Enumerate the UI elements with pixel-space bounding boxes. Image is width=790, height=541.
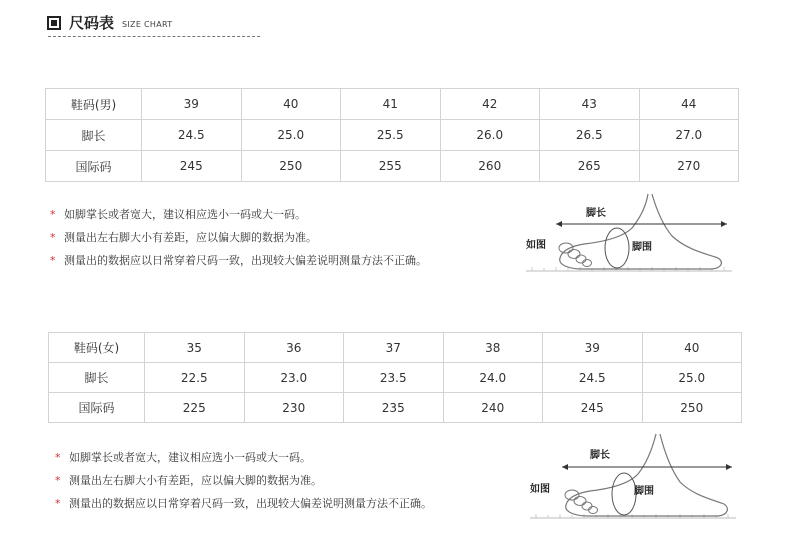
row-label: 鞋码(女) [49, 333, 145, 363]
table-cell: 265 [540, 151, 640, 182]
men-notes [50, 203, 427, 272]
row-label: 鞋码(男) [46, 89, 142, 120]
table-cell: 255 [341, 151, 441, 182]
table-cell: 37 [344, 333, 444, 363]
table-cell: 25.0 [642, 363, 742, 393]
table-cell: 39 [543, 333, 643, 363]
note-text: 如脚掌长或者宽大，建议相应选小一码或大一码。 [69, 451, 311, 464]
table-cell: 25.5 [341, 120, 441, 151]
table-cell: 260 [440, 151, 540, 182]
list-item [55, 469, 432, 492]
table-row [49, 333, 742, 363]
foot-length-label: 脚长 [586, 208, 606, 219]
square-icon [47, 16, 61, 30]
table-cell: 23.5 [344, 363, 444, 393]
foot-measure-diagram [526, 430, 746, 528]
list-item [50, 203, 427, 226]
table-cell: 43 [540, 89, 640, 120]
foot-measure-diagram [522, 188, 742, 280]
women-notes [55, 446, 432, 515]
asterisk-icon: * [55, 451, 61, 464]
asterisk-icon: * [50, 208, 56, 221]
header-divider [48, 36, 260, 37]
table-cell: 25.0 [241, 120, 341, 151]
note-text: 如脚掌长或者宽大，建议相应选小一码或大一码。 [64, 208, 306, 221]
table-row [46, 120, 739, 151]
table-cell: 40 [241, 89, 341, 120]
table-cell: 26.0 [440, 120, 540, 151]
example-label: 如图 [526, 240, 546, 251]
asterisk-icon: * [50, 254, 56, 267]
foot-illustration [526, 430, 746, 528]
table-row [46, 89, 739, 120]
table-cell: 225 [145, 393, 245, 423]
women-size-table [48, 332, 742, 423]
table-cell: 270 [639, 151, 739, 182]
table-cell: 40 [642, 333, 742, 363]
foot-length-label: 脚长 [590, 450, 610, 461]
table-cell: 44 [639, 89, 739, 120]
row-label: 脚长 [49, 363, 145, 393]
list-item [50, 249, 427, 272]
table-cell: 250 [241, 151, 341, 182]
table-cell: 245 [142, 151, 242, 182]
table-row [49, 393, 742, 423]
table-cell: 24.5 [142, 120, 242, 151]
note-text: 测量出左右脚大小有差距，应以偏大脚的数据为准。 [64, 231, 317, 244]
note-text: 测量出的数据应以日常穿着尺码一致，出现较大偏差说明测量方法不正确。 [64, 254, 427, 267]
table-cell: 22.5 [145, 363, 245, 393]
table-row [49, 363, 742, 393]
foot-illustration [522, 188, 742, 280]
note-text: 测量出的数据应以日常穿着尺码一致，出现较大偏差说明测量方法不正确。 [69, 497, 432, 510]
table-cell: 26.5 [540, 120, 640, 151]
men-size-table [45, 88, 739, 182]
table-row [46, 151, 739, 182]
table-cell: 230 [244, 393, 344, 423]
list-item [50, 226, 427, 249]
table-cell: 24.5 [543, 363, 643, 393]
table-cell: 240 [443, 393, 543, 423]
foot-girth-label: 脚围 [634, 486, 654, 497]
table-cell: 245 [543, 393, 643, 423]
table-cell: 42 [440, 89, 540, 120]
table-cell: 235 [344, 393, 444, 423]
table-cell: 250 [642, 393, 742, 423]
table-cell: 24.0 [443, 363, 543, 393]
row-label: 国际码 [49, 393, 145, 423]
table-cell: 35 [145, 333, 245, 363]
page-subtitle: SIZE CHART [122, 19, 173, 29]
foot-girth-label: 脚围 [632, 242, 652, 253]
asterisk-icon: * [55, 474, 61, 487]
example-label: 如图 [530, 484, 550, 495]
table-cell: 41 [341, 89, 441, 120]
note-text: 测量出左右脚大小有差距，应以偏大脚的数据为准。 [69, 474, 322, 487]
row-label: 国际码 [46, 151, 142, 182]
asterisk-icon: * [50, 231, 56, 244]
table-cell: 23.0 [244, 363, 344, 393]
section-header [47, 12, 172, 33]
page-title: 尺码表 [69, 14, 115, 32]
list-item [55, 492, 432, 515]
asterisk-icon: * [55, 497, 61, 510]
table-cell: 27.0 [639, 120, 739, 151]
row-label: 脚长 [46, 120, 142, 151]
list-item [55, 446, 432, 469]
table-cell: 38 [443, 333, 543, 363]
table-cell: 36 [244, 333, 344, 363]
table-cell: 39 [142, 89, 242, 120]
